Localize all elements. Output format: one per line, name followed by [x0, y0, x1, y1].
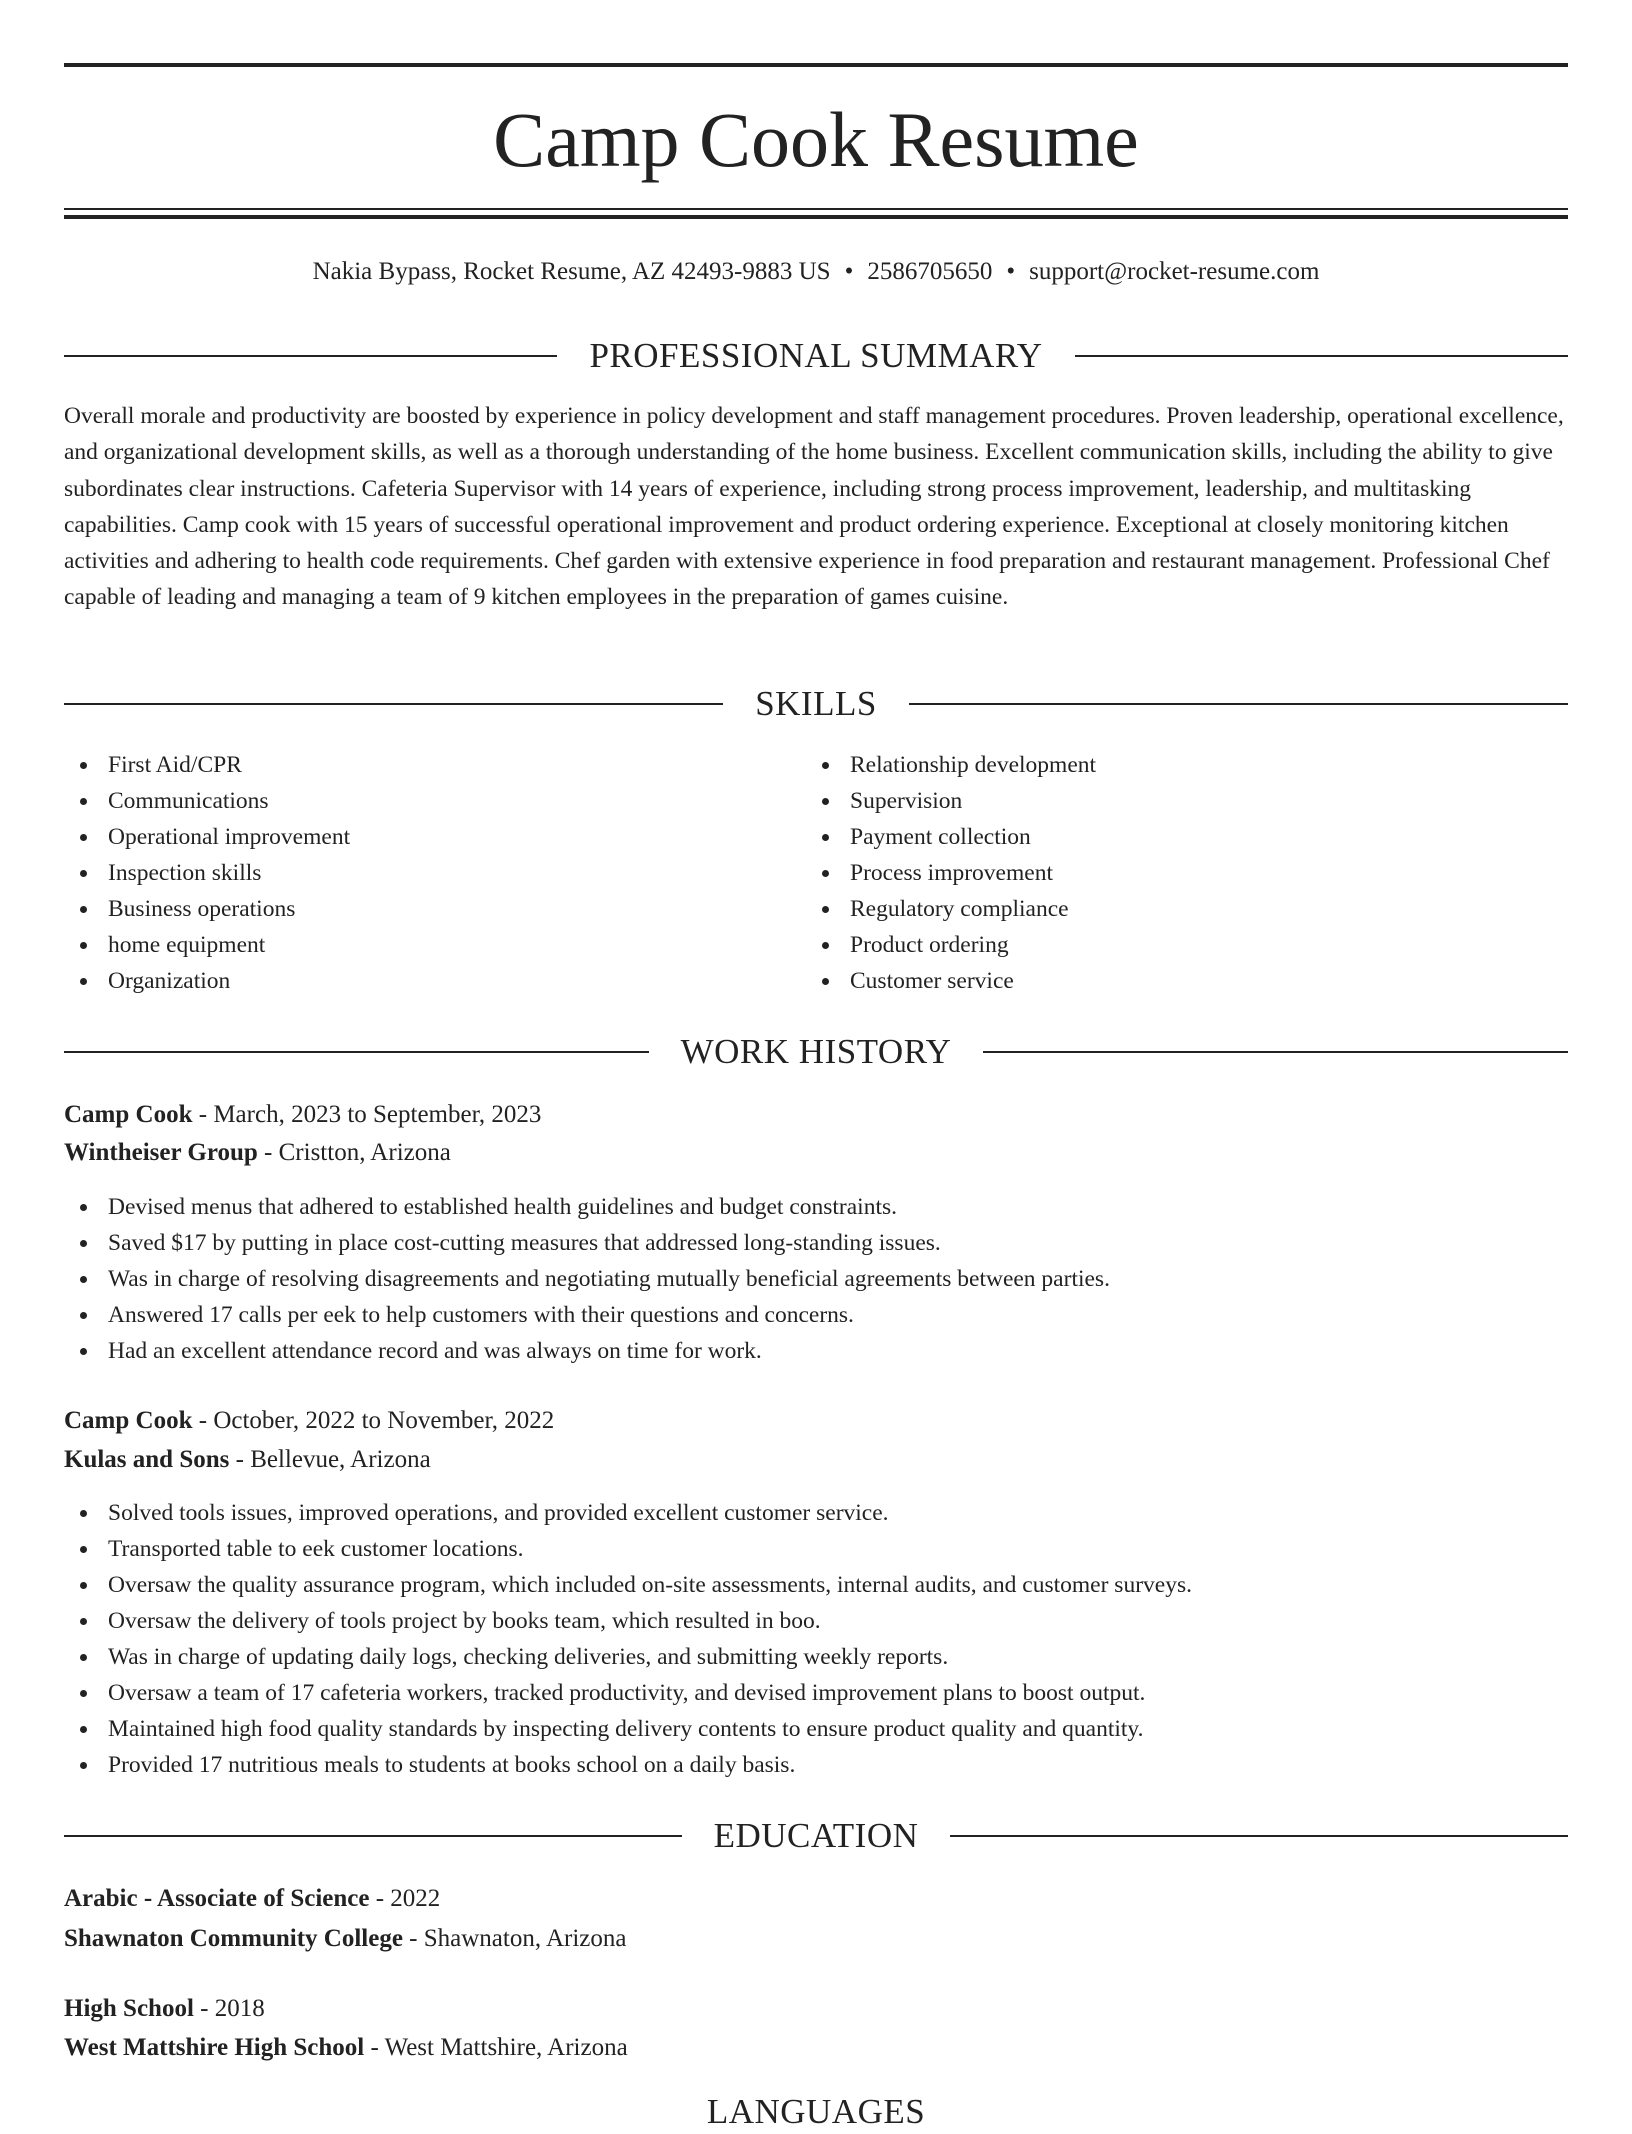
section-heading-label: SKILLS — [755, 684, 877, 723]
job-bullet: Oversaw the quality assurance program, which included on-site assessments, internal audits, and customer surveys. — [64, 1567, 1568, 1603]
job-bullet: Maintained high food quality standards by inspecting delivery contents to ensure product quality and quantity. — [64, 1711, 1568, 1747]
contact-phone: 2586705650 — [867, 258, 993, 285]
heading-rule — [950, 1835, 1568, 1837]
skill-item: home equipment — [64, 927, 764, 963]
contact-email: support@rocket-resume.com — [1029, 258, 1320, 285]
education-school-line — [64, 2029, 1568, 2067]
resume-title: Camp Cook Resume — [493, 96, 1139, 183]
heading-rule — [983, 1051, 1568, 1053]
job-title: Camp Cook — [64, 1101, 193, 1128]
job-bullet: Oversaw a team of 17 cafeteria workers, tracked productivity, and devised improvement plans to boost output. — [64, 1675, 1568, 1711]
skill-item: Product ordering — [806, 927, 1506, 963]
education-degree-line — [64, 1990, 1568, 2028]
heading-rule — [1075, 355, 1568, 357]
job-bullet: Solved tools issues, improved operations, and provided excellent customer service. — [64, 1495, 1568, 1531]
skill-item: Regulatory compliance — [806, 891, 1506, 927]
education-location: - Shawnaton, Arizona — [402, 1925, 627, 1952]
contact-separator: • — [844, 258, 854, 285]
job-employer-line — [64, 1134, 1568, 1172]
job-bullets — [64, 1495, 1568, 1783]
skill-item: Process improvement — [806, 855, 1506, 891]
job-bullet: Provided 17 nutritious meals to students at books school on a daily basis. — [64, 1747, 1568, 1783]
job-location: - Cristton, Arizona — [257, 1139, 451, 1166]
section-heading-education — [64, 1814, 1568, 1858]
education-degree: High School — [64, 1995, 194, 2022]
skills-list-left — [64, 747, 764, 999]
job-bullet: Had an excellent attendance record and was always on time for work. — [64, 1333, 1568, 1369]
job-location: - Bellevue, Arizona — [229, 1446, 431, 1473]
job-bullet: Transported table to eek customer locations. — [64, 1531, 1568, 1567]
skill-item: Customer service — [806, 963, 1506, 999]
heading-rule — [64, 1051, 649, 1053]
skill-item: Relationship development — [806, 747, 1506, 783]
heading-rule — [909, 703, 1568, 705]
skill-item: Supervision — [806, 783, 1506, 819]
header-top-rule — [64, 63, 1568, 67]
contact-separator: • — [1006, 258, 1016, 285]
skill-item: Inspection skills — [64, 855, 764, 891]
skill-item: Payment collection — [806, 819, 1506, 855]
job-title: Camp Cook — [64, 1407, 193, 1434]
job-dates: - March, 2023 to September, 2023 — [192, 1101, 542, 1128]
job-employer-line — [64, 1441, 1568, 1479]
header-rule-upper — [64, 208, 1568, 210]
job-bullet: Was in charge of updating daily logs, checking deliveries, and submitting weekly reports. — [64, 1639, 1568, 1675]
section-heading-work-history — [64, 1030, 1568, 1074]
contact-address: Nakia Bypass, Rocket Resume, AZ 42493-9883 US — [312, 258, 831, 285]
skill-item: First Aid/CPR — [64, 747, 764, 783]
skill-item: Communications — [64, 783, 764, 819]
job-title-line — [64, 1402, 1568, 1440]
education-location: - West Mattshire, Arizona — [364, 2034, 628, 2061]
section-heading-label: PROFESSIONAL SUMMARY — [589, 336, 1043, 375]
section-heading-summary — [64, 334, 1568, 378]
skill-item: Operational improvement — [64, 819, 764, 855]
job-bullet: Saved $17 by putting in place cost-cutting measures that addressed long-standing issues. — [64, 1225, 1568, 1261]
section-heading-languages — [64, 2090, 1568, 2134]
contact-line — [64, 254, 1568, 290]
education-year: - 2018 — [193, 1995, 265, 2022]
education-year: - 2022 — [369, 1885, 441, 1912]
job-bullets — [64, 1189, 1568, 1369]
heading-rule — [64, 1835, 682, 1837]
job-bullet: Oversaw the delivery of tools project by books team, which resulted in boo. — [64, 1603, 1568, 1639]
section-heading-label: LANGUAGES — [706, 2092, 926, 2131]
job-employer: Kulas and Sons — [64, 1446, 230, 1473]
education-degree: Arabic - Associate of Science — [64, 1885, 370, 1912]
job-dates: - October, 2022 to November, 2022 — [192, 1407, 555, 1434]
heading-rule — [64, 703, 723, 705]
header-rule-lower — [64, 215, 1568, 219]
education-school: Shawnaton Community College — [64, 1925, 403, 1952]
job-title-line — [64, 1096, 1568, 1134]
heading-rule — [64, 355, 557, 357]
skills-list-right — [806, 747, 1506, 999]
section-heading-skills — [64, 682, 1568, 726]
section-heading-label: EDUCATION — [713, 1816, 919, 1855]
job-bullet: Was in charge of resolving disagreements and negotiating mutually beneficial agreements between parties. — [64, 1261, 1568, 1297]
job-employer: Wintheiser Group — [64, 1139, 258, 1166]
education-degree-line — [64, 1880, 1568, 1918]
job-bullet: Answered 17 calls per eek to help customers with their questions and concerns. — [64, 1297, 1568, 1333]
professional-summary-text: Overall morale and productivity are boosted by experience in policy development and staff management procedures. Proven leadership, operational excellence, and organizational development skills, as well as a thorough understanding of the home business. Excellent communication skills, including the ability to give subordinates clear instructions. Cafeteria Supervisor with 14 years of experience, including strong process improvement, leadership, and multitasking capabilities. Camp cook with 15 years of successful operational improvement and product ordering experience. Exceptional at closely monitoring kitchen activities and adhering to health code requirements. Chef garden with extensive experience in food preparation and restaurant management. Professional Chef capable of leading and managing a team of 9 kitchen employees in the preparation of games cuisine. — [64, 403, 1564, 611]
skill-item: Organization — [64, 963, 764, 999]
skill-item: Business operations — [64, 891, 764, 927]
education-school: West Mattshire High School — [64, 2034, 365, 2061]
job-bullet: Devised menus that adhered to established health guidelines and budget constraints. — [64, 1189, 1568, 1225]
section-heading-label: WORK HISTORY — [680, 1032, 952, 1071]
education-school-line — [64, 1920, 1568, 1958]
